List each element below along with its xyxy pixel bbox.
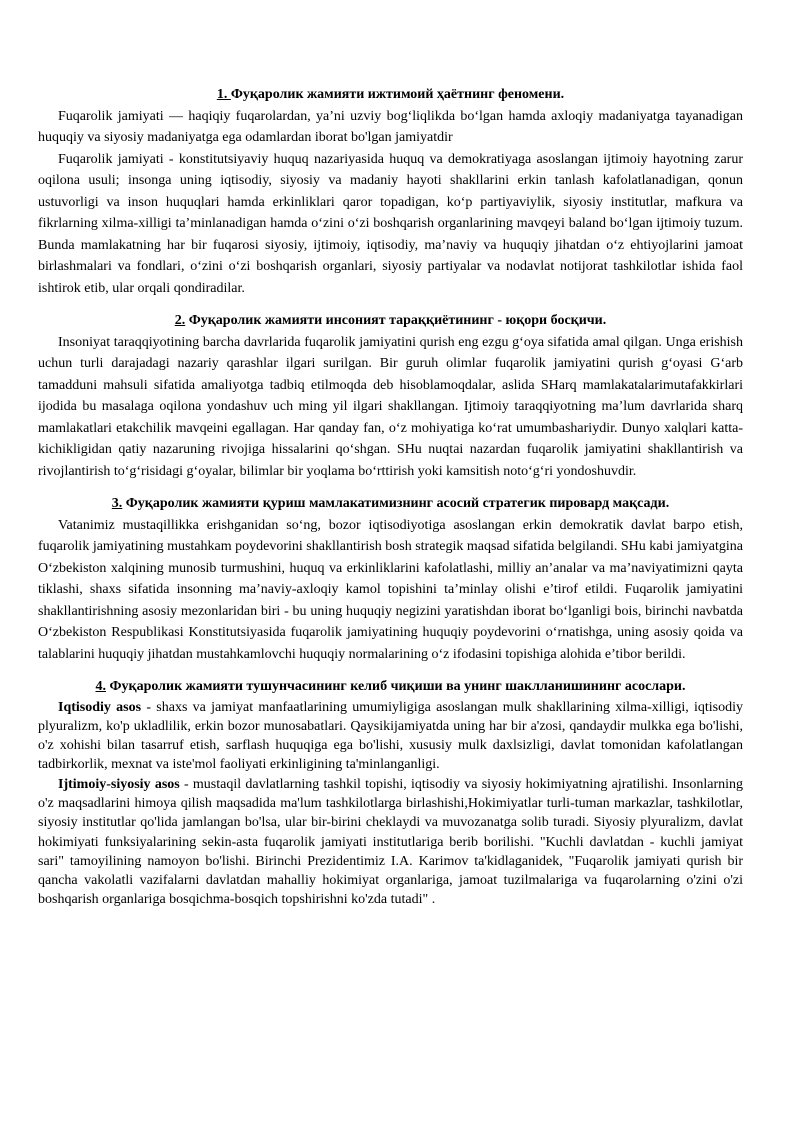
section-title: Фуқаролик жамияти инсоният тараққиётининг - юқори босқичи. [185,313,607,328]
paragraph-lead: Iqtisodiy asos [58,699,142,715]
paragraph: Fuqarolik jamiyati - konstitutsiyaviy huquq nazariyasida huquq va demokratiyaga asoslangan ijtimoiy hayotning zarur oqilona usuli; insonga uning iqtisodiy, siyosiy va madaniy hayoti shakllarini erkin tanlash kafolatlanadigan, qonun ustuvorligi va inson huquqlari hamda erkinliklari qaror topadigan, ko‘p partiyaviylik, siyosiy institutlar, mafkura va fikrlarning xilma-xilligi ta’minlanadigan hamda o‘zini o‘zi boshqarish organlarining mavqeyi baland bo‘lgan ijtimoiy tuzum. Bunda mamlakatning har bir fuqarosi siyosiy, ijtimoiy, iqtisodiy, ma’naviy va huquqiy jihatdan o‘z ehtiyojlarini jamoat birlashmalari va fondlari, o‘zini o‘zi boshqarish organlari, siyosiy partiyalar va nodavlat notijorat tashkilotlar ishida faol ishtirok etib, ular orqali qondiradilar. [38,151,743,296]
paragraph-text: - mustaqil davlatlarning tashkil topishi, iqtisodiy va siyosiy hokimiyatning ajratilishi. Insonlarning o'z maqsadlarini himoya qilish maqsadida ma'lum tashkilotlarga birlashishi,Hokimiyatlar turli-tuman markazlar, tashkilotlar, siyosiy institutlar qo'lida jamlangan bo'lsa, ular bir-birini cheklaydi va muvozanatga solib turadi. Siyosiy plyuralizm, davlat hokimiyati funksiyalarining sekin-asta fuqarolik jamiyati institutlariga berib borilishi. "Kuchli davlatdan - kuchli jamiyat sari" tamoyilining namoyon bo'lishi. Birinchi Prezidentimiz I.A. Karimov ta'kidlaganidek, "Fuqarolik jamiyati qurish bir qancha vakolatli vazifalarni davlatdan mahalliy hokimiyat organlariga, jamoat tuzilmalariga va fuqarolarning o'zini o'zi boshqarish organlariga bosqichma-bosqich topshirishni ko'zda tutadi" . [38,776,743,908]
section-number: 3. [111,496,123,511]
paragraph: Vatanimiz mustaqillikka erishganidan so‘ng, bozor iqtisodiyotiga asoslangan erkin demokratik davlat barpo etish, fuqarolik jamiyatining mustahkam poydevorini shakllantirish bosh strategik maqsad sifatida belgilandi. SHu kabi jamiyatgina O‘zbekiston xalqining munosib turmushini, huquq va erkinliklarini kafolatlashi, milliy an’analar va ma’naviyatimizni qayta tiklashi, shaxs sifatida insonning ma’naviy-axloqiy kamol topishini ta’minlay olishi e’tirof etildi. Fuqarolik jamiyatini shakllantirishning asosiy mezonlaridan biri - bu uning huquqiy negizini yaratishdan iborat bo‘lganligi bois, birinchi navbatda O‘zbekiston Respublikasi Konstitutsiyasida fuqarolik jamiyatining huquqiy poydevorini o‘rnatishga, uning asosiy qoida va talablarini huquqiy jihatdan mustahkamlovchi huquqiy normalarining o‘z ifodasini topishiga alohida e’tibor berildi. [38,517,743,662]
section-3 [38,493,743,665]
section-heading [38,310,743,332]
section-number: 4. [95,679,106,694]
section-title: Фуқаролик жамияти қуриш мамлакатимизнинг асосий стратегик пировард мақсади. [122,496,670,511]
section-heading [38,676,743,698]
paragraph-lead: Ijtimoiy-siyosiy asos [58,776,180,792]
section-number: 1. [216,87,231,102]
paragraph: Fuqarolik jamiyati — haqiqiy fuqarolardan, ya’ni uzviy bog‘liqlikda bo‘lgan hamda axloqiy madaniyatga tayanadigan huquqiy va siyosiy madaniyatga ega odamlardan iborat bo'lgan jamiyatdir [38,108,743,145]
section-2 [38,310,743,482]
paragraph: Insoniyat taraqqiyotining barcha davrlarida fuqarolik jamiyatini qurish eng ezgu g‘oya sifatida amal qilgan. Unga erishish uchun turli darajadagi nazariy qarashlar ilgari surilgan. Bir guruh olimlar fuqarolik jamiyatini qurish g‘oyasi G‘arb tamadduni mahsuli sifatida amaliyotga tadbiq etilmoqda deb hisoblamoqdalar, aslida SHarq mamlakatalarimutafakkirlari ijodida bu masalaga oqilona yondashuv uch ming yil ilgari shakllangan. Ijtimoiy taraqqiyotning ma’lum davrlarida sharq mamlakatlari etakchilik mavqeini egallagan. Har qanday fan, o‘z mohiyatiga ko‘rat umumbashariydir. Dunyo xalqlari katta-kichikligidan qatiy nazaruning rivojiga hissalarini qo‘shgan. SHu nuqtai nazardan fuqarolik jamiyatini shakllantirish va rivojlantirish to‘g‘risidagi g‘oyalar, bilimlar bir yoqlama bo‘rttirish yoki kamsitish noto‘g‘ri yondoshuvdir. [38,334,743,479]
section-4 [38,676,743,910]
paragraph-text: - shaxs va jamiyat manfaatlarining umumiyligiga asoslangan mulk shakllarining xilma-xilligi, iqtisodiy plyuralizm, ko'p ukladlilik, erkin bozor munosabatlari. Qaysikijamiyatda uning har bir a'zosi, qandaydir mulkka ega bo'lishi, o'z xohishi bilan tasarruf etish, sarflash huquqiga ega bo'lishi, xususiy mulk daxlsizligi, davlat tomonidan kafolatlangan tadbirkorlik, mexnat va iste'mol faoliyati erkinligining ta'minlanganligi. [38,699,743,773]
section-title: Фуқаролик жамияти ижтимоий ҳаётнинг феномени. [230,87,565,102]
paragraph [38,775,743,910]
section-title: Фуқаролик жамияти тушунчасининг келиб чиқиши ва унинг шаклланишининг асослари. [105,679,686,694]
section-1 [38,84,743,299]
paragraph [38,698,743,775]
section-number: 2. [174,313,186,328]
section-heading [38,493,743,515]
section-heading [38,84,743,106]
document-page [38,84,743,921]
